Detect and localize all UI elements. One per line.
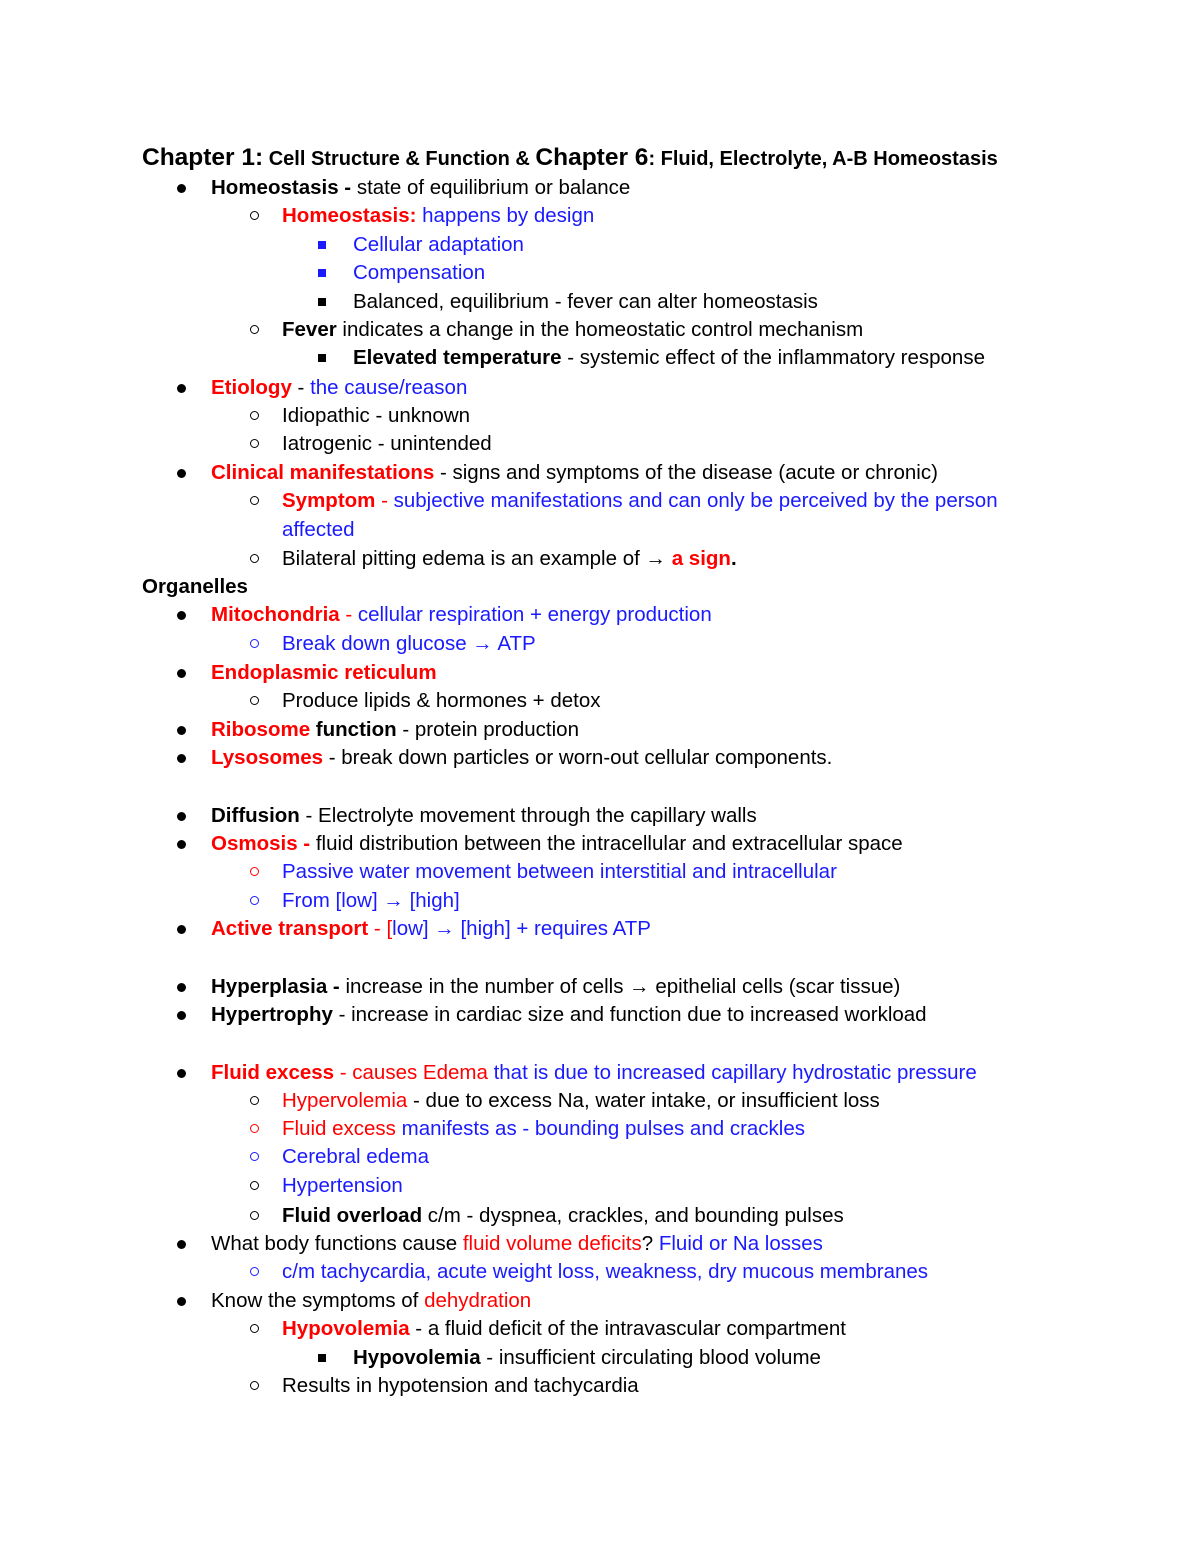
text-segment: dehydration: [424, 1289, 532, 1312]
bullet-icon: [177, 925, 186, 934]
list-item: [211, 973, 900, 1001]
circle-bullet-icon: [250, 696, 259, 705]
list-item: [282, 1258, 928, 1286]
bullet-icon: [177, 1011, 186, 1020]
list-item: [211, 716, 579, 744]
text-segment: -: [339, 603, 358, 626]
text-segment: fluid volume deficits: [462, 1232, 642, 1255]
text-segment: - break down particles or worn-out cellular components.: [323, 746, 833, 769]
bullet-icon: [177, 611, 186, 620]
list-item: [282, 1172, 403, 1200]
list-item: [353, 344, 985, 372]
text-segment: Homeostasis:: [282, 204, 417, 227]
text-segment: Break down glucose → ATP: [282, 632, 536, 655]
text-segment: Balanced, equilibrium - fever can alter homeostasis: [353, 290, 818, 313]
text-segment: fluid distribution between the intracellular and extracellular space: [310, 832, 903, 855]
square-bullet-icon: [318, 269, 326, 277]
circle-bullet-icon: [250, 411, 259, 420]
list-item: [282, 1115, 805, 1143]
text-segment: Hypertrophy: [211, 1003, 333, 1026]
bullet-icon: [177, 1069, 186, 1078]
text-segment: [: [386, 917, 393, 940]
text-segment: Etiology: [211, 376, 292, 399]
text-segment: manifests as - bounding pulses and crackles: [395, 1117, 806, 1140]
circle-bullet-icon: [250, 1381, 259, 1390]
text-segment: Homeostasis: [211, 176, 339, 199]
list-item: [282, 1315, 846, 1343]
list-item: [211, 1059, 977, 1087]
text-segment: Fluid excess: [282, 1117, 396, 1140]
list-item: [353, 288, 818, 316]
text-segment: Iatrogenic - unintended: [282, 432, 492, 455]
square-bullet-icon: [318, 1354, 326, 1362]
text-segment: Diffusion: [211, 804, 300, 827]
square-bullet-icon: [318, 354, 326, 362]
text-segment: - insufficient circulating blood volume: [480, 1346, 821, 1369]
text-segment: Bilateral pitting edema is an example of →: [282, 547, 672, 570]
text-segment: Symptom: [282, 489, 376, 512]
text-segment: From [low] → [high]: [282, 889, 460, 912]
list-item: [211, 802, 757, 830]
list-item: [282, 687, 601, 715]
circle-bullet-icon: [250, 1267, 259, 1276]
text-segment: Produce lipids & hormones + detox: [282, 689, 601, 712]
text-segment: - a fluid deficit of the intravascular compartment: [409, 1317, 846, 1340]
text-segment: the cause/reason: [310, 376, 468, 399]
circle-bullet-icon: [250, 1211, 259, 1220]
bullet-icon: [177, 1297, 186, 1306]
text-segment: Clinical manifestations: [211, 461, 435, 484]
circle-bullet-icon: [250, 325, 259, 334]
circle-bullet-icon: [250, 1324, 259, 1333]
text-segment: - causes Edema: [334, 1061, 488, 1084]
list-item: [282, 630, 536, 658]
text-segment: low] → [high] + requires ATP: [392, 917, 651, 940]
text-segment: Hypovolemia: [353, 1346, 481, 1369]
text-segment: - increase in cardiac size and function due to increased workload: [332, 1003, 927, 1026]
square-bullet-icon: [318, 298, 326, 306]
list-item: [211, 174, 630, 202]
list-item: [282, 1202, 844, 1230]
circle-bullet-icon: [250, 554, 259, 563]
text-segment: c/m - dyspnea, crackles, and bounding pulses: [422, 1204, 844, 1227]
list-item: [282, 858, 837, 886]
text-segment: Hyperplasia -: [211, 975, 340, 998]
text-segment: Lysosomes: [211, 746, 324, 769]
circle-bullet-icon: [250, 496, 259, 505]
circle-bullet-icon: [250, 867, 259, 876]
text-segment: cellular respiration + energy production: [357, 603, 712, 626]
text-segment: Cerebral edema: [282, 1145, 429, 1168]
list-item: [353, 259, 485, 287]
list-item: [211, 459, 938, 487]
text-segment: Passive water movement between interstitial and intracellular: [282, 860, 837, 883]
text-segment: a sign: [671, 547, 731, 570]
text-segment: -: [368, 917, 387, 940]
list-item: [211, 659, 437, 687]
text-segment: Osmosis -: [211, 832, 311, 855]
section-heading: [142, 573, 248, 601]
bullet-icon: [177, 469, 186, 478]
text-segment: Know the symptoms of: [211, 1289, 425, 1312]
list-item: [282, 487, 998, 515]
list-item: [211, 744, 832, 772]
page-title: [142, 143, 998, 174]
bullet-icon: [177, 384, 186, 393]
text-segment: .: [730, 547, 737, 570]
list-item: [282, 202, 594, 230]
text-segment: -: [375, 489, 394, 512]
text-segment: Endoplasmic reticulum: [211, 661, 437, 684]
text-segment: subjective manifestations and can only be perceived by the person: [393, 489, 998, 512]
text-segment: affected: [282, 518, 355, 541]
title-segment: Chapter 6: [535, 144, 649, 171]
bullet-icon: [177, 726, 186, 735]
text-segment: happens by design: [416, 204, 595, 227]
text-segment: What body functions cause: [211, 1232, 463, 1255]
circle-bullet-icon: [250, 211, 259, 220]
text-segment: Cellular adaptation: [353, 233, 524, 256]
title-segment: Cell Structure & Function &: [263, 148, 536, 170]
text-segment: - due to excess Na, water intake, or insufficient loss: [407, 1089, 880, 1112]
text-segment: Organelles: [142, 575, 248, 598]
list-item: [282, 316, 863, 344]
list-item: [282, 1372, 639, 1400]
text-segment: indicates a change in the homeostatic control mechanism: [336, 318, 864, 341]
text-segment: Hypovolemia: [282, 1317, 410, 1340]
bullet-icon: [177, 1240, 186, 1249]
text-segment: Results in hypotension and tachycardia: [282, 1374, 639, 1397]
list-item: [282, 516, 355, 544]
bullet-icon: [177, 812, 186, 821]
text-segment: Elevated temperature: [353, 346, 562, 369]
circle-bullet-icon: [250, 1152, 259, 1161]
square-bullet-icon: [318, 241, 326, 249]
text-segment: Hypervolemia: [282, 1089, 408, 1112]
text-segment: -: [338, 176, 357, 199]
text-segment: increase in the number of cells → epithelial cells (scar tissue): [339, 975, 901, 998]
list-item: [282, 402, 470, 430]
bullet-icon: [177, 754, 186, 763]
text-segment: state of equilibrium or balance: [356, 176, 631, 199]
bullet-icon: [177, 840, 186, 849]
list-item: [211, 601, 712, 629]
list-item: [282, 430, 492, 458]
text-segment: -: [291, 376, 311, 399]
list-item: [282, 1087, 880, 1115]
text-segment: Idiopathic - unknown: [282, 404, 471, 427]
text-segment: Mitochondria: [211, 603, 340, 626]
list-item: [211, 374, 467, 402]
bullet-icon: [177, 669, 186, 678]
circle-bullet-icon: [250, 896, 259, 905]
text-segment: - protein production: [396, 718, 579, 741]
title-segment: : Fluid, Electrolyte, A-B Homeostasis: [648, 148, 998, 170]
list-item: [211, 1287, 531, 1315]
list-item: [211, 830, 903, 858]
list-item: [282, 887, 460, 915]
title-segment: Chapter 1:: [142, 144, 264, 171]
text-segment: function: [310, 718, 397, 741]
circle-bullet-icon: [250, 639, 259, 648]
text-segment: Fluid overload: [282, 1204, 423, 1227]
list-item: [211, 915, 651, 943]
circle-bullet-icon: [250, 1124, 259, 1133]
list-item: [353, 231, 524, 259]
circle-bullet-icon: [250, 1181, 259, 1190]
text-segment: Fluid or Na losses: [658, 1232, 823, 1255]
circle-bullet-icon: [250, 439, 259, 448]
text-segment: Fluid excess: [211, 1061, 335, 1084]
list-item: [353, 1344, 821, 1372]
text-segment: Active transport: [211, 917, 369, 940]
text-segment: - signs and symptoms of the disease (acute or chronic): [434, 461, 938, 484]
text-segment: c/m tachycardia, acute weight loss, weakness, dry mucous membranes: [282, 1260, 929, 1283]
text-segment: - Electrolyte movement through the capillary walls: [299, 804, 757, 827]
bullet-icon: [177, 184, 186, 193]
circle-bullet-icon: [250, 1096, 259, 1105]
bullet-icon: [177, 983, 186, 992]
text-segment: that is due to increased capillary hydrostatic pressure: [487, 1061, 977, 1084]
text-segment: Fever: [282, 318, 337, 341]
list-item: [282, 545, 737, 573]
text-segment: Hypertension: [282, 1174, 403, 1197]
text-segment: ?: [641, 1232, 659, 1255]
list-item: [211, 1230, 823, 1258]
text-segment: - systemic effect of the inflammatory response: [561, 346, 985, 369]
text-segment: Ribosome: [211, 718, 311, 741]
list-item: [282, 1143, 429, 1171]
list-item: [211, 1001, 927, 1029]
text-segment: Compensation: [353, 261, 486, 284]
